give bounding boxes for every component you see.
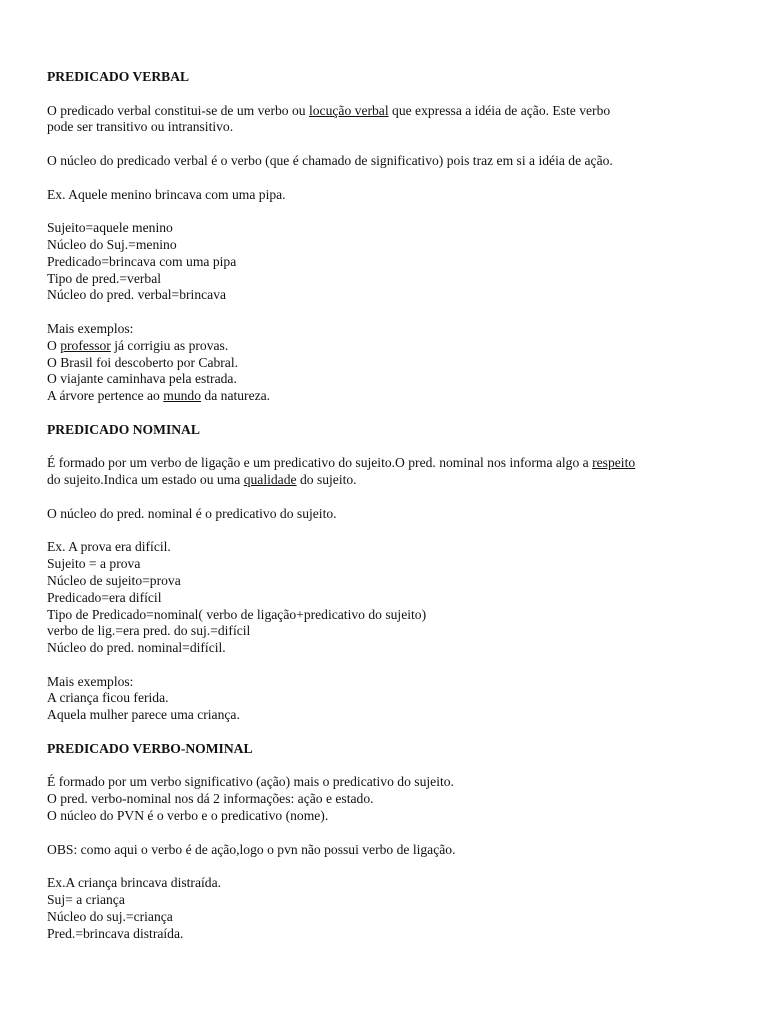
underlined-term: mundo	[163, 388, 202, 404]
underlined-term: qualidade	[243, 472, 297, 488]
text: da natureza.	[201, 388, 271, 404]
text: do sujeito.Indica um estado ou uma	[47, 472, 244, 488]
analysis-line: Predicado=brincava com uma pipa	[47, 253, 237, 269]
paragraph-line	[47, 472, 727, 489]
analysis-line: Sujeito = a prova	[47, 556, 141, 572]
example-line: Ex.A criança brincava distraída.	[47, 875, 221, 891]
analysis-line: Sujeito=aquele menino	[47, 220, 173, 236]
paragraph	[47, 455, 727, 472]
example-line	[47, 338, 727, 355]
more-examples-label: Mais exemplos:	[47, 673, 134, 689]
paragraph: O núcleo do predicado verbal é o verbo (que é chamado de significativo) pois traz em si a idéia de ação.	[47, 152, 613, 168]
section-title-predicado-verbo-nominal: PREDICADO VERBO-NOMINAL	[47, 740, 253, 756]
analysis-line: Núcleo do Suj.=menino	[47, 236, 177, 252]
analysis-line: Tipo de Predicado=nominal( verbo de ligação+predicativo do sujeito)	[47, 606, 427, 622]
underlined-term: professor	[60, 337, 111, 353]
underlined-term: respeito	[592, 455, 636, 471]
analysis-line: Núcleo do pred. verbal=brincava	[47, 287, 227, 303]
paragraph: O núcleo do pred. nominal é o predicativo do sujeito.	[47, 505, 337, 521]
text: A árvore pertence ao	[47, 388, 164, 404]
paragraph-line: pode ser transitivo ou intransitivo.	[47, 119, 234, 135]
document-content	[47, 69, 727, 942]
text: que expressa a idéia de ação. Este verbo	[388, 102, 611, 118]
example-sentence: Ex. Aquele menino brincava com uma pipa.	[47, 186, 286, 202]
analysis-line: Suj= a criança	[47, 892, 125, 908]
analysis-line: Tipo de pred.=verbal	[47, 270, 162, 286]
analysis-line: Núcleo de sujeito=prova	[47, 572, 181, 588]
text: do sujeito.	[296, 472, 357, 488]
analysis-line: Ex. A prova era difícil.	[47, 539, 171, 555]
section-title-predicado-nominal: PREDICADO NOMINAL	[47, 421, 200, 437]
analysis-line: Pred.=brincava distraída.	[47, 925, 184, 941]
section-title-predicado-verbal: PREDICADO VERBAL	[47, 69, 190, 84]
paragraph	[47, 103, 727, 120]
more-examples-label: Mais exemplos:	[47, 320, 134, 336]
text: É formado por um verbo de ligação e um predicativo do sujeito.O pred. nominal nos informa algo a	[47, 455, 593, 471]
text: O predicado verbal constitui-se de um verbo ou	[47, 102, 309, 118]
example-line	[47, 388, 727, 405]
example-line: O Brasil foi descoberto por Cabral.	[47, 354, 239, 370]
paragraph-line: O pred. verbo-nominal nos dá 2 informações: ação e estado.	[47, 791, 374, 807]
underlined-term: locução verbal	[308, 102, 389, 118]
analysis-line: Predicado=era difícil	[47, 589, 162, 605]
example-line: O viajante caminhava pela estrada.	[47, 371, 237, 387]
analysis-line: verbo de lig.=era pred. do suj.=difícil	[47, 623, 251, 639]
analysis-line: Núcleo do suj.=criança	[47, 908, 173, 924]
text: já corrigiu as provas.	[110, 337, 229, 353]
paragraph-line: O núcleo do PVN é o verbo e o predicativo (nome).	[47, 808, 329, 824]
text: O	[47, 337, 61, 353]
obs-note: OBS: como aqui o verbo é de ação,logo o pvn não possui verbo de ligação.	[47, 841, 456, 857]
analysis-line: Núcleo do pred. nominal=difícil.	[47, 640, 226, 656]
example-line: A criança ficou ferida.	[47, 690, 169, 706]
paragraph-line: É formado por um verbo significativo (ação) mais o predicativo do sujeito.	[47, 774, 454, 790]
example-line: Aquela mulher parece uma criança.	[47, 707, 240, 723]
